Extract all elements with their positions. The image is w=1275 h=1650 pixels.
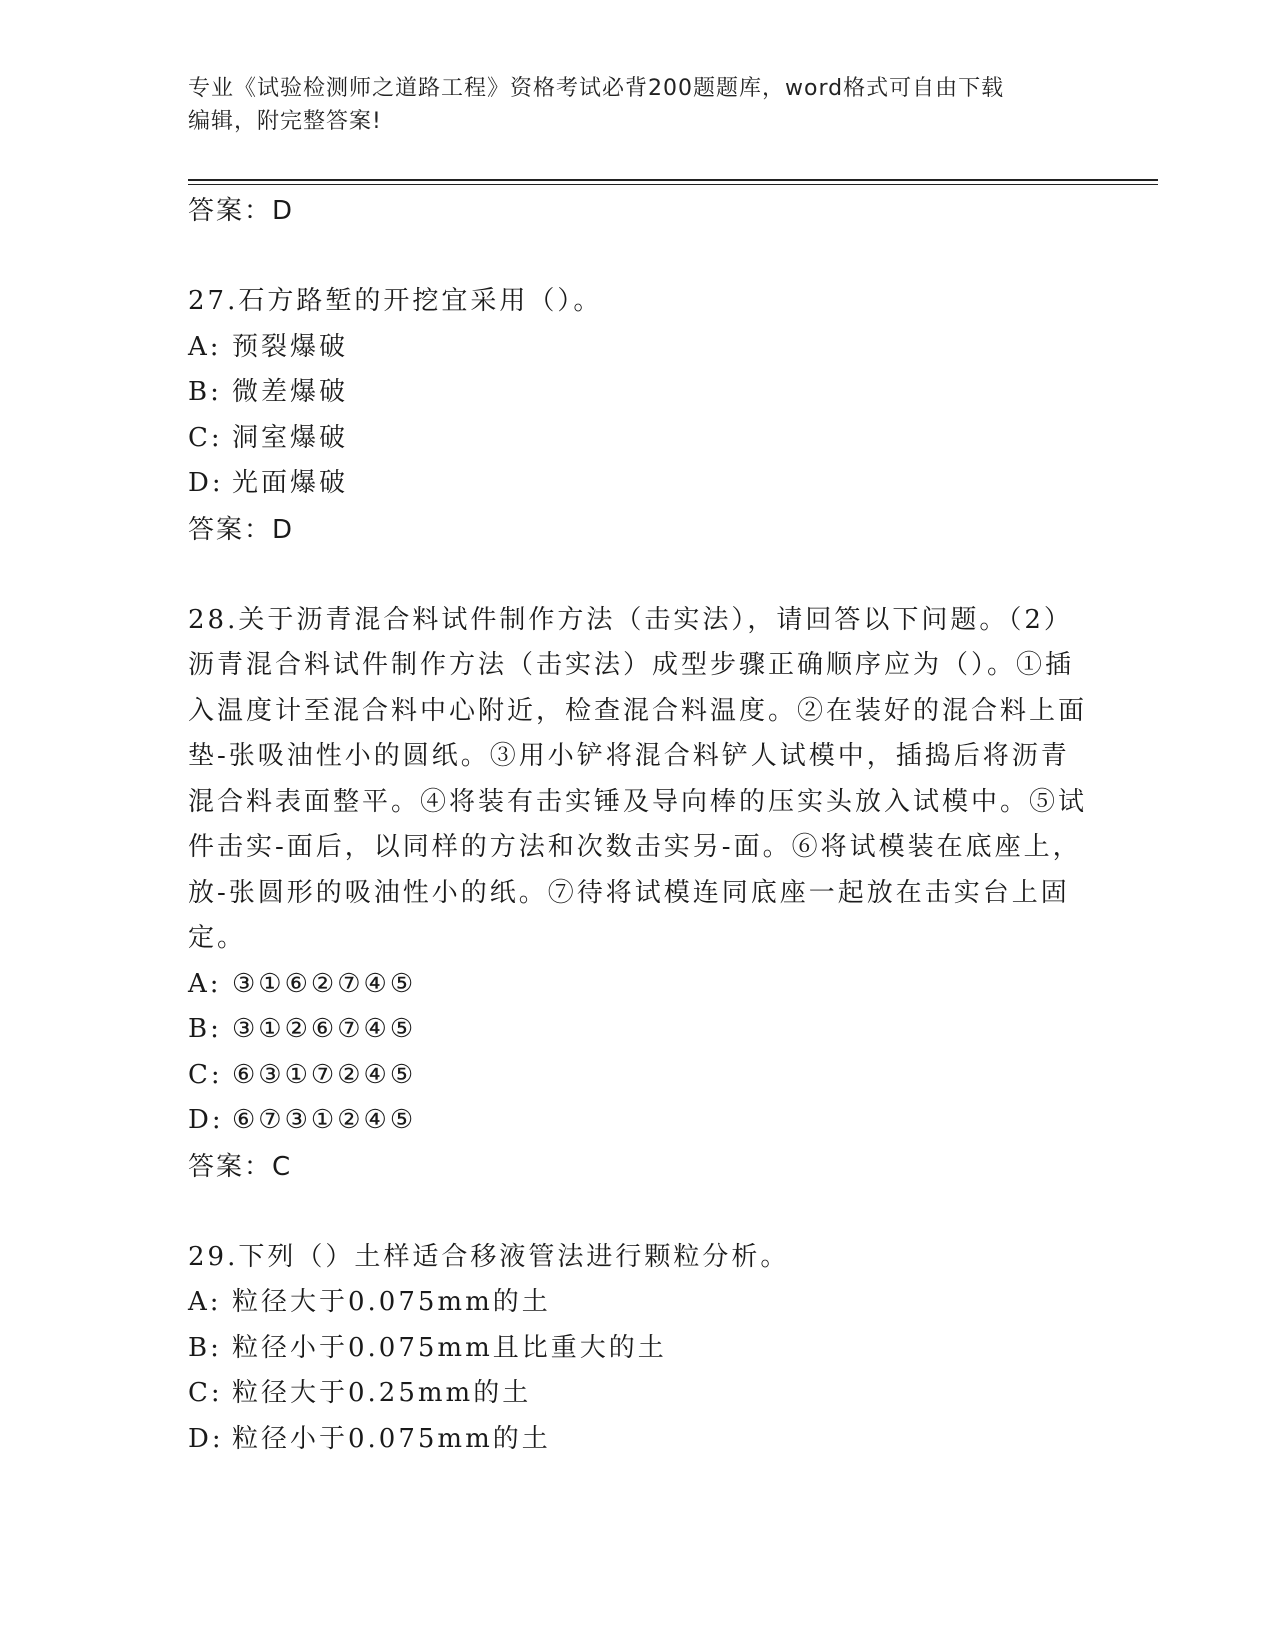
option-key: D:: [188, 468, 224, 498]
option-c: [188, 1053, 1088, 1099]
option-a: [188, 962, 1088, 1008]
option-text: ③①②⑥⑦④⑤: [232, 1014, 417, 1044]
question-stem: 29.下列（）土样适合移液管法进行颗粒分析。: [188, 1241, 790, 1272]
answer-label: 答案：: [188, 514, 273, 545]
option-text: 粒径小于0.075mm的土: [232, 1423, 551, 1454]
option-key: A:: [188, 331, 222, 362]
header-rule-thin: [188, 184, 1158, 185]
question-29: [188, 1235, 1088, 1463]
document-body: [188, 188, 1088, 1462]
option-d: [188, 1417, 1088, 1463]
answer-label: 答案：: [188, 196, 273, 226]
option-d: [188, 461, 1088, 507]
answer-value: C: [272, 1151, 293, 1182]
option-text: ⑥③①⑦②④⑤: [232, 1059, 417, 1090]
page-header: [188, 72, 1088, 138]
option-key: A:: [188, 1287, 222, 1317]
option-c: [188, 1371, 1088, 1417]
question-stem: 27.石方路堑的开挖宜采用（）。: [188, 286, 603, 316]
header-line-2: 编辑，附完整答案!: [188, 109, 382, 134]
option-key: B:: [188, 1014, 222, 1044]
answer-line: [188, 1144, 1088, 1190]
option-key: D:: [188, 1105, 224, 1135]
option-b: [188, 1007, 1088, 1053]
option-text: 预裂爆破: [232, 331, 349, 362]
question-stem: 28.关于沥青混合料试件制作方法（击实法），请回答以下问题。（2）沥青混合料试件制作方法（击实法）成型步骤正确顺序应为（）。①插入温度计至混合料中心附近，检查混合料温度。②在装好的混合料上面垫-张吸油性小的圆纸。③用小铲将混合料铲人试模中，插捣后将沥青混合料表面整平。④将装有击实锤及导向棒的压实头放入试模中。⑤试件击实-面后，以同样的方法和次数击实另-面。⑥将试模装在底座上，放-张圆形的吸油性小的纸。⑦待将试模连同底座一起放在击实台上固定。: [188, 604, 1088, 953]
option-key: D:: [188, 1423, 224, 1454]
option-text: ③①⑥②⑦④⑤: [232, 968, 417, 999]
answer-value: D: [272, 196, 295, 226]
question-27: [188, 279, 1088, 553]
option-key: C:: [188, 422, 223, 453]
option-text: 粒径小于0.075mm且比重大的土: [232, 1332, 667, 1363]
answer-line: [188, 188, 1088, 234]
option-text: 粒径大于0.075mm的土: [232, 1287, 551, 1317]
option-key: B:: [188, 1332, 222, 1363]
option-key: A:: [188, 968, 222, 999]
answer-label: 答案：: [188, 1151, 273, 1182]
option-d: [188, 1098, 1088, 1144]
option-key: B:: [188, 377, 222, 407]
option-b: [188, 370, 1088, 416]
answer-line: [188, 507, 1088, 553]
header-rule: [188, 179, 1158, 181]
option-key: C:: [188, 1378, 223, 1408]
option-text: ⑥⑦③①②④⑤: [232, 1105, 417, 1135]
option-text: 微差爆破: [232, 377, 349, 407]
option-c: [188, 416, 1088, 462]
header-line-1: 专业《试验检测师之道路工程》资格考试必背200题题库，word格式可自由下载: [188, 76, 1005, 101]
option-a: [188, 325, 1088, 371]
option-text: 洞室爆破: [232, 422, 349, 453]
option-b: [188, 1326, 1088, 1372]
answer-value: D: [272, 514, 295, 545]
option-a: [188, 1280, 1088, 1326]
question-28: [188, 598, 1088, 1190]
option-key: C:: [188, 1059, 223, 1090]
option-text: 光面爆破: [232, 468, 349, 498]
option-text: 粒径大于0.25mm的土: [232, 1378, 532, 1408]
